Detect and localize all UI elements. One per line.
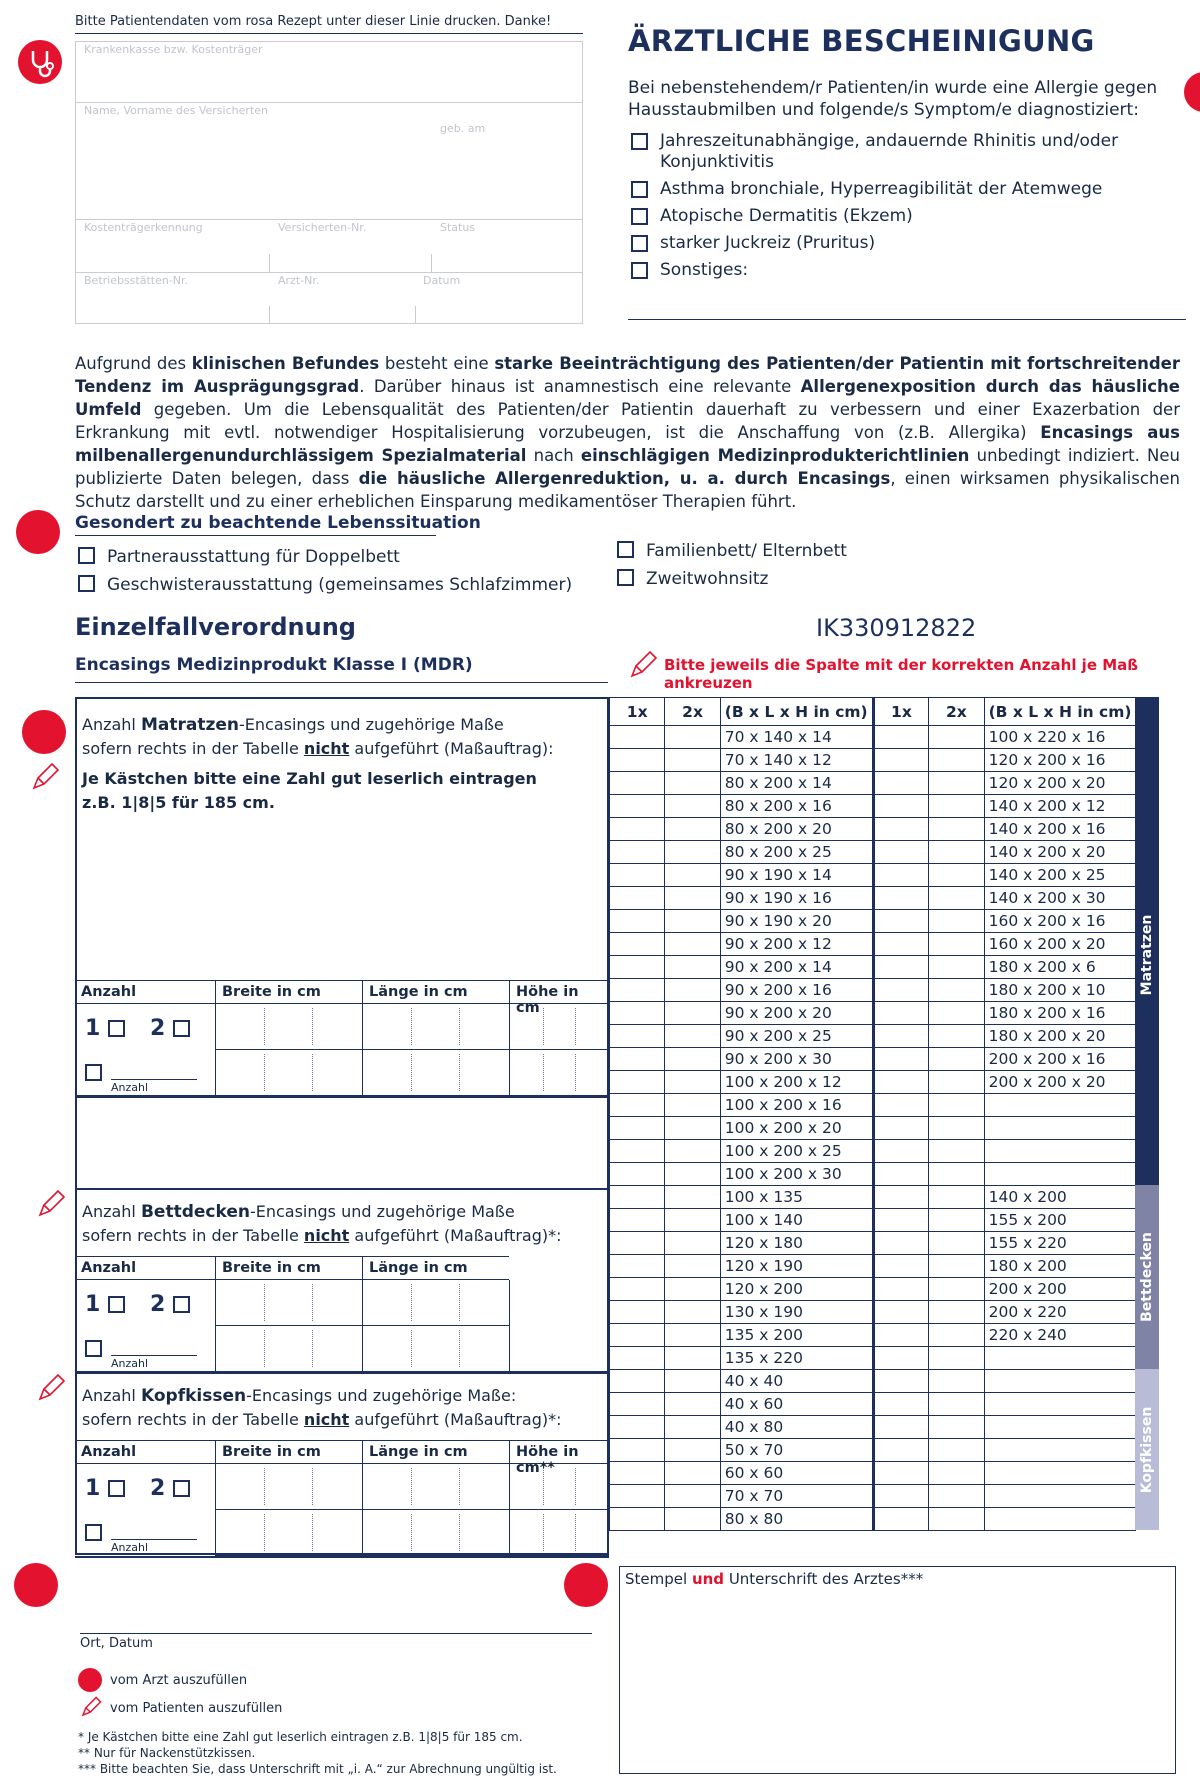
grid-header: Anzahl: [75, 1440, 215, 1464]
qty-custom[interactable]: [85, 1524, 102, 1543]
digit-cell-group[interactable]: [362, 1464, 509, 1510]
doctor-stethoscope-icon: [564, 1563, 608, 1607]
symptom-label: Atopische Dermatitis (Ekzem): [660, 206, 913, 226]
justification-paragraph: Aufgrund des klinischen Befundes besteht eine starke Beeinträchtigung des Patienten/der Patientin mit fortschreitender Tendenz im Ausprägungsgrad. Darüber hinaus ist anamnestisch eine relevante Allergenexposition durch das häusliche Umfeld gegeben. Um die Lebensqualität des Patienten/der Patientin dauerhaft zu verbessern und einer Exazerbation der Erkrankung mit evtl. notwendiger Hospitalisierung vorzubeugen, ist die Anschaffung von (z.B. Allergika) Encasings aus milbenallergenundurchlässigem Spezialmaterial nach einschlägigen Medizinprodukterichtlinien unbedingt indiziert. Neu publizierte Daten belegen, dass die häusliche Allergenreduktion, u. a. durch Encasings, einen wirksamen physikalischen Schutz darstellt und zu einer erheblichen Einsparung medikamentöser Therapien führt.: [75, 354, 1180, 511]
size-row-matratzen[interactable]: 90 x 200 x 16 180 x 200 x 10: [610, 979, 1159, 1002]
symptom-label: Asthma bronchiale, Hyperreagibilität der Atemwege: [660, 179, 1103, 199]
digit-cell-group[interactable]: [509, 1510, 609, 1556]
qty-two[interactable]: 2: [150, 1016, 190, 1041]
field-geb: geb. am: [440, 122, 486, 135]
side-label-bettdecken: Bettdecken: [1135, 1185, 1159, 1369]
field-status: Status: [440, 221, 476, 234]
qty-one[interactable]: 1: [85, 1292, 125, 1317]
doctor-stethoscope-icon: [22, 710, 66, 754]
grid-header: Höhe in cm**: [509, 1440, 609, 1464]
divider: [75, 1371, 609, 1373]
size-row-kopfkissen[interactable]: 40 x 80: [610, 1416, 1159, 1439]
digit-cell-group[interactable]: [215, 1050, 362, 1096]
qty-custom[interactable]: [85, 1064, 102, 1083]
doctor-stethoscope-icon: [78, 1668, 102, 1692]
size-row-bettdecken[interactable]: 135 x 220: [610, 1347, 1159, 1370]
grid-header: Breite in cm: [215, 1440, 362, 1464]
field-arzt: Arzt-Nr.: [278, 274, 320, 287]
symptom-checkbox[interactable]: [631, 262, 648, 279]
digit-cell-group[interactable]: [362, 1004, 509, 1050]
grid-header: Anzahl: [75, 1256, 215, 1280]
size-row-bettdecken[interactable]: 120 x 190 180 x 200: [610, 1255, 1159, 1278]
stamp-signature-box[interactable]: [619, 1566, 1176, 1774]
grid-header: Länge in cm: [362, 1440, 509, 1464]
digit-cell-group[interactable]: [509, 1004, 609, 1050]
size-row-kopfkissen[interactable]: 40 x 60: [610, 1393, 1159, 1416]
size-row-matratzen[interactable]: 100 x 200 x 12 200 x 200 x 20: [610, 1071, 1159, 1094]
page-title: ÄRZTLICHE BESCHEINIGUNG: [628, 24, 1095, 58]
size-row-matratzen[interactable]: 80 x 200 x 20 140 x 200 x 16: [610, 818, 1159, 841]
size-row-matratzen[interactable]: 90 x 200 x 20 180 x 200 x 16: [610, 1002, 1159, 1025]
life-situation-heading: Gesondert zu beachtende Lebenssituation: [75, 513, 481, 533]
side-label-matratzen: Matratzen: [1135, 725, 1159, 1185]
size-row-matratzen[interactable]: 90 x 190 x 20 160 x 200 x 16: [610, 910, 1159, 933]
size-row-matratzen[interactable]: 100 x 200 x 30: [610, 1163, 1159, 1186]
size-row-bettdecken[interactable]: 120 x 180 155 x 220: [610, 1232, 1159, 1255]
life-option[interactable]: Partnerausstattung für Doppelbett: [78, 547, 400, 567]
size-table-header: 1x 2x (B x L x H in cm) 1x 2x (B x L x H in cm): [610, 698, 1159, 726]
ort-datum-label: Ort, Datum: [80, 1636, 153, 1651]
size-row-matratzen[interactable]: 90 x 200 x 12 160 x 200 x 20: [610, 933, 1159, 956]
size-row-matratzen[interactable]: 100 x 200 x 16: [610, 1094, 1159, 1117]
symptom-label: Jahreszeitunabhängige, andauernde Rhinitis und/oder Konjunktivitis: [660, 131, 1119, 172]
qty-one[interactable]: 1: [85, 1016, 125, 1041]
qty-one[interactable]: 1: [85, 1476, 125, 1501]
size-row-bettdecken[interactable]: 130 x 190 200 x 220: [610, 1301, 1159, 1324]
grid-header: Länge in cm: [362, 980, 509, 1004]
symptom-label: Sonstiges:: [660, 260, 749, 280]
qty-custom-label: Anzahl: [111, 1081, 149, 1094]
kopfkissen-instructions: Anzahl Kopfkissen-Encasings und zugehörige Maße: sofern rechts in der Tabelle nicht aufgeführt (Maßauftrag)*:: [82, 1386, 562, 1429]
digit-cell-group[interactable]: [509, 1464, 609, 1510]
field-versnr: Versicherten-Nr.: [278, 221, 367, 234]
qty-custom-label: Anzahl: [111, 1541, 149, 1554]
bettdecken-instructions: Anzahl Bettdecken-Encasings und zugehörige Maße sofern rechts in der Tabelle nicht aufgeführt (Maßauftrag)*:: [82, 1202, 562, 1245]
pencil-icon: [36, 1189, 66, 1219]
qty-two[interactable]: 2: [150, 1476, 190, 1501]
field-betrieb: Betriebsstätten-Nr.: [84, 274, 189, 287]
digit-cell-group[interactable]: [215, 1280, 362, 1326]
digit-cell-group[interactable]: [215, 1326, 362, 1372]
legend-arzt: vom Arzt auszufüllen: [110, 1673, 248, 1688]
digit-cell-group[interactable]: [362, 1280, 509, 1326]
symptom-label: starker Juckreiz (Pruritus): [660, 233, 876, 253]
doctor-stethoscope-icon: [16, 510, 60, 554]
top-hint-line: [75, 33, 583, 34]
digit-cell-group[interactable]: [215, 1510, 362, 1556]
size-row-matratzen[interactable]: 100 x 200 x 25: [610, 1140, 1159, 1163]
digit-cell-group[interactable]: [215, 1464, 362, 1510]
size-row-matratzen[interactable]: 100 x 200 x 20: [610, 1117, 1159, 1140]
subtitle-rule: [75, 682, 608, 683]
ik-number: IK330912822: [816, 614, 977, 642]
size-row-matratzen[interactable]: 80 x 200 x 25 140 x 200 x 20: [610, 841, 1159, 864]
size-row-matratzen[interactable]: 90 x 190 x 14 140 x 200 x 25: [610, 864, 1159, 887]
grid-header: Höhe in cm: [509, 980, 609, 1004]
symptom-checkbox[interactable]: [631, 133, 648, 150]
size-row-matratzen[interactable]: 90 x 200 x 14 180 x 200 x 6: [610, 956, 1159, 979]
life-option[interactable]: Geschwisterausstattung (gemeinsames Schlafzimmer): [78, 575, 572, 595]
encasings-subtitle: Encasings Medizinprodukt Klasse I (MDR): [75, 655, 473, 675]
pencil-icon: [30, 762, 60, 792]
field-name: Name, Vorname des Versicherten: [84, 104, 268, 117]
pencil-icon: [80, 1696, 102, 1718]
size-row-bettdecken[interactable]: 100 x 140 155 x 200: [610, 1209, 1159, 1232]
divider: [75, 1095, 609, 1097]
field-kennung: Kostenträgerkennung: [84, 221, 203, 234]
field-kasse: Krankenkasse bzw. Kostenträger: [84, 43, 263, 56]
size-row-matratzen[interactable]: 80 x 200 x 14 120 x 200 x 20: [610, 772, 1159, 795]
digit-cell-group[interactable]: [362, 1326, 509, 1372]
side-label-header: [1135, 697, 1159, 725]
pencil-icon: [628, 650, 658, 680]
stamp-label: Stempel und Unterschrift des Arztes***: [625, 1570, 924, 1588]
size-row-matratzen[interactable]: 90 x 190 x 16 140 x 200 x 30: [610, 887, 1159, 910]
size-row-matratzen[interactable]: 90 x 200 x 30 200 x 200 x 16: [610, 1048, 1159, 1071]
footnotes: * Je Kästchen bitte eine Zahl gut leserlich eintragen z.B. 1|8|5 für 185 cm. ** Nur für Nackenstützkissen. *** Bitte beachten Sie, dass Unterschrift mit „i. A.“ zur Abrechnung ungültig ist.: [78, 1730, 557, 1776]
size-row-matratzen[interactable]: 80 x 200 x 16 140 x 200 x 12: [610, 795, 1159, 818]
grid-header: Breite in cm: [215, 980, 362, 1004]
life-situation-underline: [75, 535, 436, 536]
size-row-matratzen[interactable]: 90 x 200 x 25 180 x 200 x 20: [610, 1025, 1159, 1048]
size-row-bettdecken[interactable]: 120 x 200 200 x 200: [610, 1278, 1159, 1301]
ort-datum-line[interactable]: [80, 1633, 592, 1634]
size-row-kopfkissen[interactable]: 60 x 60: [610, 1462, 1159, 1485]
top-hint: Bitte Patientendaten vom rosa Rezept unter dieser Linie drucken. Danke!: [75, 14, 552, 29]
size-row-matratzen[interactable]: 70 x 140 x 12 120 x 200 x 16: [610, 749, 1159, 772]
qty-custom-label: Anzahl: [111, 1357, 149, 1370]
qty-two[interactable]: 2: [150, 1292, 190, 1317]
grid-header: Breite in cm: [215, 1256, 362, 1280]
divider: [75, 1188, 609, 1190]
pencil-icon: [36, 1373, 66, 1403]
size-row-matratzen[interactable]: 70 x 140 x 14 100 x 220 x 16: [610, 726, 1159, 749]
doctor-stethoscope-icon: [1184, 72, 1200, 112]
digit-cell-group[interactable]: [362, 1510, 509, 1556]
sonstiges-line[interactable]: [628, 319, 1186, 320]
qty-custom[interactable]: [85, 1340, 102, 1359]
symptom-list: [631, 131, 1171, 281]
size-row-bettdecken[interactable]: 135 x 200 220 x 240: [610, 1324, 1159, 1347]
side-label-kopfkissen: Kopfkissen: [1135, 1369, 1159, 1530]
matratzen-instructions: Anzahl Matratzen-Encasings und zugehörige Maße sofern rechts in der Tabelle nicht aufgeführt (Maßauftrag): Je Kästchen bitte eine Zahl gut leserlich eintragen z.B. 1|8|5 für 185 cm.: [82, 715, 554, 812]
intro-text: Bei nebenstehendem/r Patienten/in wurde eine Allergie gegen Hausstaubmilben und folgende/s Symptom/e diagnostiziert:: [628, 78, 1158, 120]
field-datum: Datum: [423, 274, 461, 287]
size-row-kopfkissen[interactable]: 40 x 40: [610, 1370, 1159, 1393]
life-option[interactable]: Familienbett/ Elternbett: [617, 541, 847, 561]
digit-cell-group[interactable]: [509, 1050, 609, 1096]
size-row-kopfkissen[interactable]: 50 x 70: [610, 1439, 1159, 1462]
size-row-bettdecken[interactable]: 100 x 135 140 x 200: [610, 1186, 1159, 1209]
doctor-stethoscope-icon: [14, 1563, 58, 1607]
legend-patient: vom Patienten auszufüllen: [110, 1701, 283, 1716]
doctor-stethoscope-icon: [18, 40, 62, 84]
size-row-kopfkissen[interactable]: 80 x 80: [610, 1508, 1159, 1531]
symptom-checkbox[interactable]: [631, 235, 648, 252]
grid-header: Länge in cm: [362, 1256, 509, 1280]
symptom-checkbox[interactable]: [631, 181, 648, 198]
symptom-checkbox[interactable]: [631, 208, 648, 225]
grid-header: Anzahl: [75, 980, 215, 1004]
digit-cell-group[interactable]: [215, 1004, 362, 1050]
mark-hint: Bitte jeweils die Spalte mit der korrekten Anzahl je Maß ankreuzen: [664, 656, 1139, 692]
einzelfall-title: Einzelfallverordnung: [75, 613, 356, 641]
life-option[interactable]: Zweitwohnsitz: [617, 569, 768, 589]
size-table[interactable]: [609, 697, 1159, 1531]
digit-cell-group[interactable]: [362, 1050, 509, 1096]
size-row-kopfkissen[interactable]: 70 x 70: [610, 1485, 1159, 1508]
